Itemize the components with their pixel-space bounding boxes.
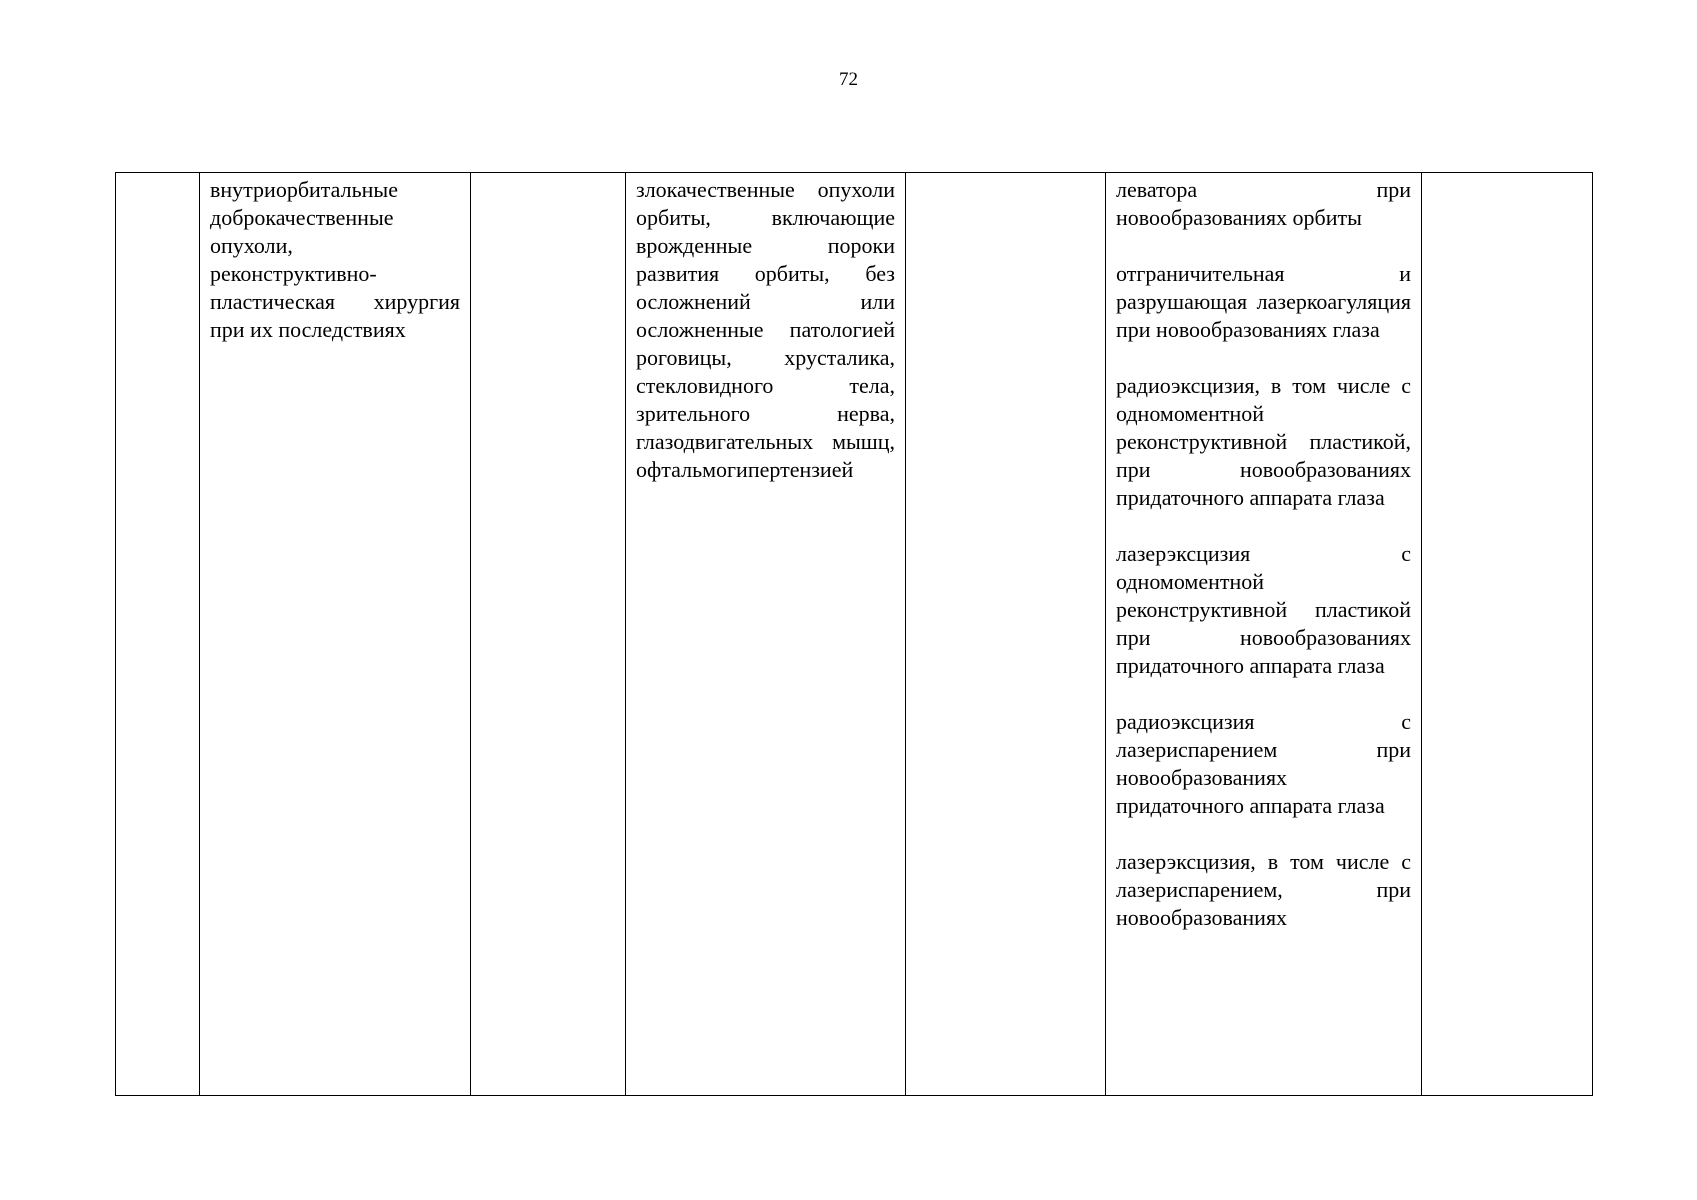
table-cell-col3 — [471, 173, 626, 1096]
treatment-method-paragraph: радиоэксцизия с лазериспарением при новообразованиях придаточного аппарата глаза — [1116, 709, 1411, 818]
table-cell-col5 — [906, 173, 1106, 1096]
document-table — [115, 172, 1593, 1096]
treatment-method-paragraph: леватора при новообразованиях орбиты — [1116, 177, 1411, 230]
table-cell-col6 — [1106, 173, 1422, 1096]
treatment-method-paragraph: отграничительная и разрушающая лазеркоагуляция при новообразованиях глаза — [1116, 261, 1411, 342]
diagnosis-group-text: внутриорбитальные доброкачественные опухоли, реконструктивно-пластическая хирургия при их последствиях — [210, 177, 460, 342]
patient-model-text: злокачественные опухоли орбиты, включающие врожденные пороки развития орбиты, без осложнений или осложненные патологией роговицы, хрусталика, стекловидного тела, зрительного нерва, глазодвигательных мышц, офтальмогипертензией — [636, 177, 895, 482]
treatment-method-paragraph: лазерэксцизия с одномоментной реконструктивной пластикой при новообразованиях придаточного аппарата глаза — [1116, 541, 1411, 678]
table-cell-col7 — [1422, 173, 1593, 1096]
treatment-method-paragraph: радиоэксцизия, в том числе с одномоментной реконструктивной пластикой, при новообразованиях придаточного аппарата глаза — [1116, 373, 1411, 510]
treatment-method-paragraph: лазерэксцизия, в том числе с лазериспарением, при новообразованиях — [1116, 849, 1411, 930]
table-cell-col1 — [116, 173, 200, 1096]
table-cell-col4 — [626, 173, 906, 1096]
table-row — [116, 173, 1593, 1096]
page-number: 72 — [839, 69, 858, 90]
table-cell-col2 — [200, 173, 471, 1096]
